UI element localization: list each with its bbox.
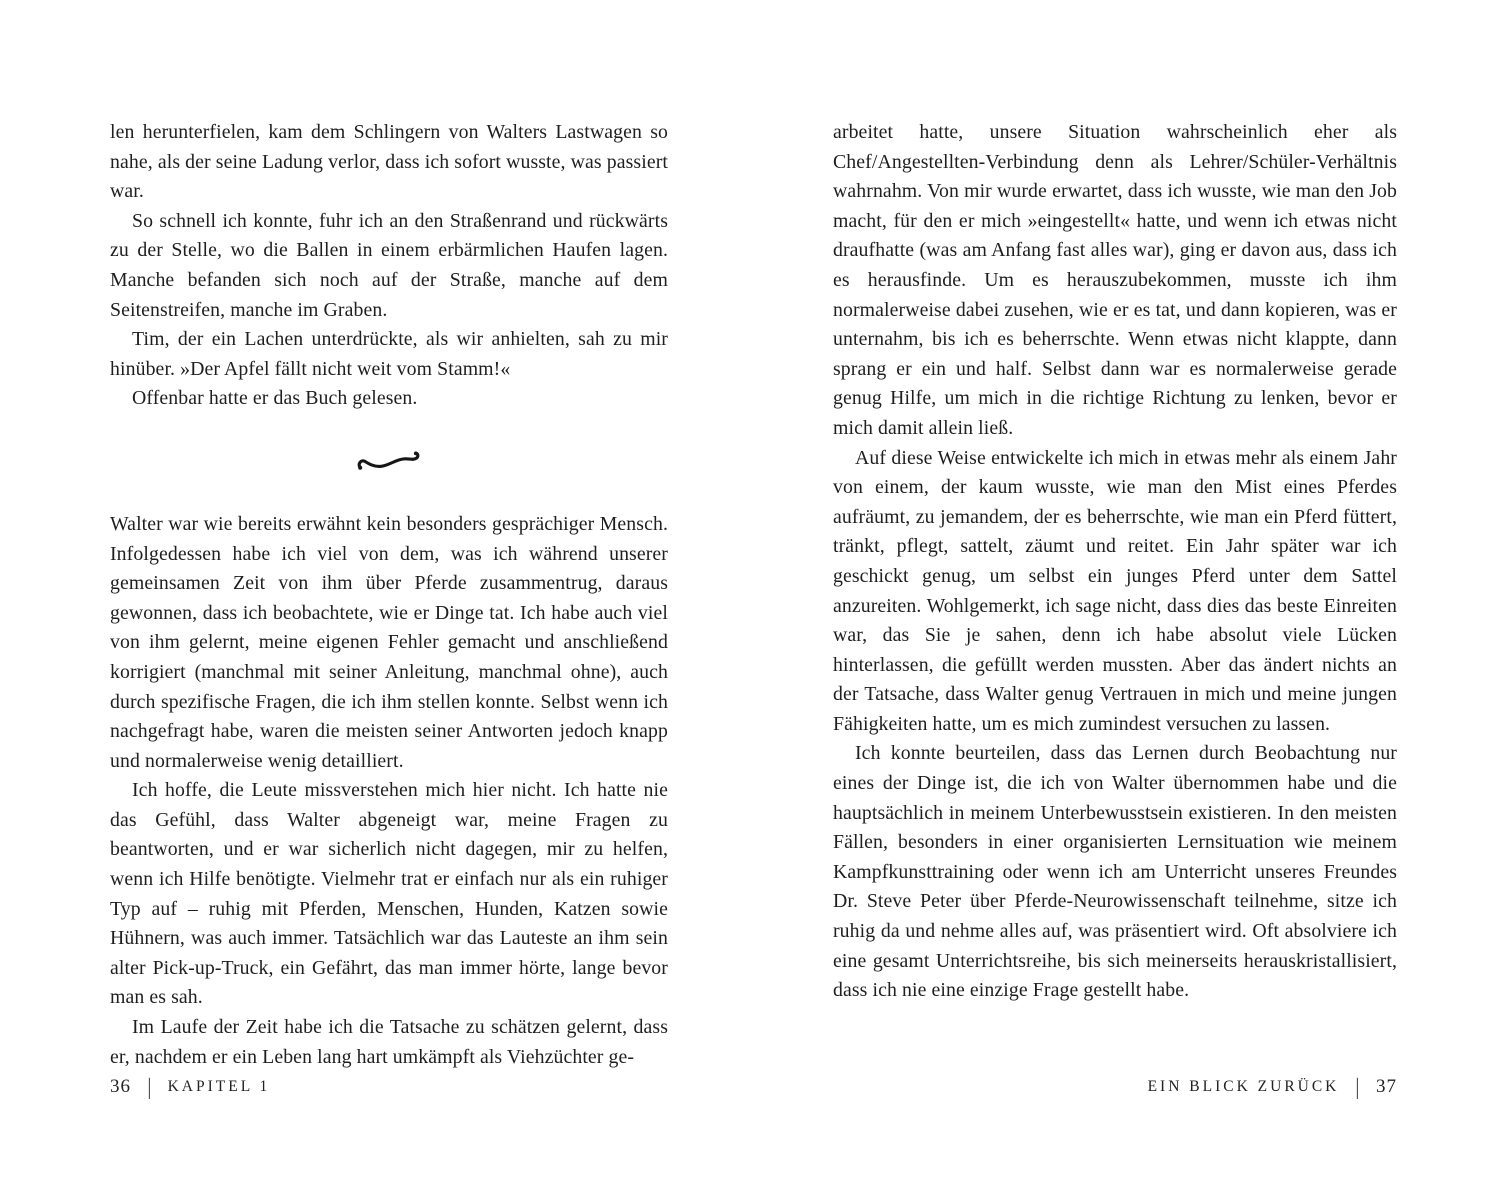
left-running-head: KAPITEL 1: [167, 1078, 271, 1095]
paragraph: Auf diese Weise entwickelte ich mich in etwas mehr als einem Jahr von einem, der kaum wusste, wie man den Mist eines Pferdes aufräumt, zu jemandem, der es beherrschte, wie man ein Pferd füttert, tränkt, pflegt, sattelt, zäumt und reitet. Ein Jahr später war ich geschickt genug, um selbst ein junges Pferd unter dem Sattel anzureiten. Wohlgemerkt, ich sage nicht, dass dies das beste Einreiten war, das Sie je sahen, denn ich habe absolut viele Lücken hinterlassen, die gefüllt werden mussten. Aber das ändert nichts an der Tatsache, dass Walter genug Vertrauen in mich und meine jungen Fähigkeiten hatte, um es mich zumindest versuchen zu lassen.: [833, 446, 1397, 735]
left-page-footer: [110, 1074, 270, 1100]
paragraph: len herunterfielen, kam dem Schlingern von Walters Lastwagen so nahe, als der seine Ladung verlor, dass ich sofort wusste, was passiert war.: [110, 121, 668, 203]
right-page-text-block: [833, 118, 1397, 1006]
left-page-text-block: [110, 118, 668, 1072]
swash-divider-icon: [355, 449, 423, 475]
section-divider: [110, 414, 668, 510]
left-page-number: 36: [110, 1076, 131, 1097]
paragraph: So schnell ich konnte, fuhr ich an den Straßenrand und rückwärts zu der Stelle, wo die Ballen in einem erbärmlichen Haufen lagen. Manche befanden sich noch auf der Straße, manche auf dem Seitenstreifen, manche im Graben.: [110, 209, 668, 321]
left-page-paragraphs-top: [110, 118, 668, 414]
paragraph: Im Laufe der Zeit habe ich die Tatsache zu schätzen gelernt, dass er, nachdem er ein Leben lang hart umkämpft als Viehzüchter ge-: [110, 1016, 668, 1068]
right-running-head: EIN BLICK ZURÜCK: [1147, 1078, 1340, 1095]
right-page-paragraphs: [833, 118, 1397, 1006]
footer-separator: |: [147, 1074, 152, 1099]
paragraph: Tim, der ein Lachen unterdrückte, als wir anhielten, sah zu mir hinüber. »Der Apfel fällt nicht weit vom Stamm!«: [110, 328, 668, 380]
footer-separator: |: [1355, 1074, 1360, 1099]
paragraph: Walter war wie bereits erwähnt kein besonders gesprächiger Mensch. Infolgedessen habe ich viel von dem, was ich während unserer gemeinsamen Zeit von ihm über Pferde zusammentrug, daraus gewonnen, dass ich beobachtete, wie er Dinge tat. Ich habe auch viel von ihm gelernt, meine eigenen Fehler gemacht und anschließend korrigiert (manchmal mit seiner Anleitung, manchmal ohne), auch durch spezifische Fragen, die ich ihm stellen konnte. Selbst wenn ich nachgefragt habe, waren die meisten seiner Antworten jedoch knapp und normalerweise wenig detailliert.: [110, 512, 668, 772]
paragraph: Offenbar hatte er das Buch gelesen.: [132, 387, 418, 410]
right-page-footer: [1148, 1074, 1397, 1100]
right-page-number: 37: [1376, 1076, 1397, 1097]
paragraph: arbeitet hatte, unsere Situation wahrscheinlich eher als Chef/Angestellten-Verbindung denn als Lehrer/Schüler-Verhältnis wahrnahm. Von mir wurde erwartet, dass ich wusste, wie man den Job macht, für den er mich »eingestellt« hatte, und wenn ich etwas nicht draufhatte (was am Anfang fast alles war), ging er davon aus, dass ich es herausfinde. Um es herauszubekommen, musste ich ihm normalerweise dabei zusehen, wie er es tat, und dann kopieren, was er unternahm, bis ich es beherrschte. Wenn etwas nicht klappte, dann sprang er ein und half. Selbst dann war es normalerweise gerade genug Hilfe, um mich in die richtige Richtung zu lenken, bevor er mich damit allein ließ.: [833, 121, 1397, 439]
paragraph: Ich konnte beurteilen, dass das Lernen durch Beobachtung nur eines der Dinge ist, die ich von Walter übernommen habe und die hauptsächlich in meinem Unterbewusstsein existieren. In den meisten Fällen, besonders in einer organisierten Lernsituation wie meinem Kampfkunsttraining oder wenn ich am Unterricht unseres Freundes Dr. Steve Peter über Pferde-Neurowissenschaft teilnehme, sitze ich ruhig da und nehme alles auf, was präsentiert wird. Oft absolviere ich eine gesamt Unterrichtsreihe, bis sich meinerseits herauskristallisiert, dass ich nie eine einzige Frage gestellt habe.: [833, 742, 1397, 1002]
paragraph: Ich hoffe, die Leute missverstehen mich hier nicht. Ich hatte nie das Gefühl, dass Walter abgeneigt war, meine Fragen zu beantworten, und er war sicherlich nicht dagegen, mir zu helfen, wenn ich Hilfe benötigte. Vielmehr trat er einfach nur als ein ruhiger Typ auf – ruhig mit Pferden, Menschen, Hunden, Katzen sowie Hühnern, was auch immer. Tatsächlich war das Lauteste an ihm sein alter Pick-up-Truck, ein Gefährt, das man immer hörte, lange bevor man es sah.: [110, 779, 668, 1009]
left-page-paragraphs-bottom: [110, 510, 668, 1072]
